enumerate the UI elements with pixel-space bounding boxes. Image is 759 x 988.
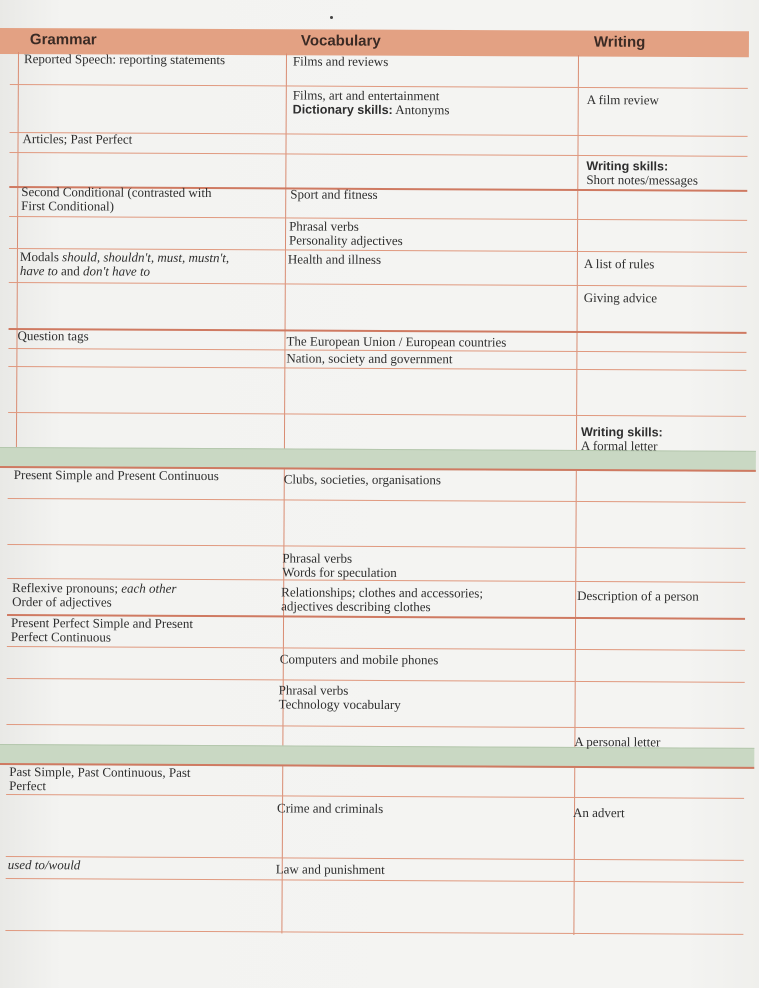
grammar-cell (20, 250, 229, 279)
vocabulary-line: Phrasal verbs (282, 550, 353, 566)
vocabulary-line: Personality adjectives (288, 232, 403, 249)
writing-cell: Description of a person (577, 587, 699, 604)
table-row-divider (9, 282, 747, 287)
writing-cell: A list of rules (583, 256, 655, 272)
table-row-divider (8, 412, 746, 417)
grammar-text: and (57, 263, 84, 279)
table-row-divider (6, 724, 744, 729)
grammar-cell: Articles; Past Perfect (22, 131, 133, 147)
grammar-cell (8, 858, 81, 872)
vocabulary-cell (281, 585, 483, 614)
table-row-divider (5, 930, 743, 935)
vocabulary-cell: Clubs, societies, organisations (283, 471, 442, 488)
column-rule-left (16, 52, 19, 447)
writing-cell: A film review (586, 92, 660, 108)
grammar-text: Modals (19, 249, 63, 265)
vocabulary-cell: The European Union / European countries (286, 333, 507, 350)
grammar-line (20, 264, 229, 279)
table-row-divider (7, 646, 745, 651)
vocabulary-cell (289, 219, 403, 248)
vocabulary-line: adjectives describing clothes (281, 598, 431, 615)
writing-cell (586, 159, 698, 188)
grammar-line: Perfect (9, 778, 47, 794)
vocabulary-line: Films, art and entertainment (292, 87, 440, 104)
grammar-column-header: Grammar (29, 31, 97, 49)
vocabulary-column-header: Vocabulary (300, 32, 381, 50)
grammar-cell: Present Simple and Present Continuous (13, 467, 219, 484)
vocabulary-cell: Computers and mobile phones (279, 651, 439, 668)
syllabus-table (5, 52, 748, 936)
writing-cell: An advert (572, 804, 625, 821)
grammar-italic: don't have to (83, 263, 151, 279)
writing-skills-label: Writing skills: (586, 159, 669, 174)
vocabulary-line: Phrasal verbs (278, 682, 349, 698)
vocabulary-cell (279, 683, 401, 712)
table-row-divider (7, 678, 745, 683)
vocabulary-cell (282, 551, 397, 580)
grammar-cell (12, 581, 176, 610)
grammar-line: Past Simple, Past Continuous, Past (9, 764, 191, 780)
grammar-line: Second Conditional (contrasted with (21, 184, 212, 201)
writing-cell: A personal letter (574, 733, 661, 750)
column-rule-right (573, 55, 579, 935)
grammar-text: Reflexive pronouns; (12, 580, 122, 596)
writing-column-header: Writing (593, 33, 646, 51)
vocabulary-line: Relationships; clothes and accessories; (281, 584, 484, 601)
grammar-cell (11, 616, 193, 645)
vocabulary-cell: Health and illness (287, 251, 382, 267)
table-row-divider (7, 544, 745, 549)
grammar-cell (9, 765, 190, 794)
writing-text: A formal letter (580, 437, 658, 454)
table-row-divider (6, 856, 744, 861)
writing-cell: Giving advice (583, 290, 658, 306)
print-mark (330, 16, 333, 19)
table-row-divider (6, 794, 744, 799)
table-row-divider (6, 878, 744, 883)
vocabulary-line: Words for speculation (282, 564, 397, 581)
dictionary-skills-label: Dictionary skills: (292, 102, 393, 118)
grammar-line: Perfect Continuous (10, 629, 111, 645)
writing-skills-label: Writing skills: (580, 424, 663, 440)
vocabulary-text: Antonyms (395, 102, 450, 118)
grammar-italic: have to (19, 263, 58, 279)
vocabulary-cell: Films and reviews (292, 53, 389, 69)
grammar-italic: should, shouldn't, must, mustn't, (62, 249, 230, 266)
vocabulary-cell: Nation, society and government (286, 350, 453, 367)
grammar-line: Present Perfect Simple and Present (10, 615, 194, 631)
writing-cell (581, 425, 663, 453)
vocabulary-cell: Law and punishment (275, 861, 385, 877)
table-row-divider (8, 366, 746, 371)
table-row-divider (9, 152, 747, 157)
vocabulary-line: Technology vocabulary (278, 696, 401, 713)
grammar-italic: used to/would (7, 856, 81, 873)
vocabulary-line: Phrasal verbs (289, 218, 359, 234)
vocabulary-cell: Sport and fitness (290, 186, 378, 202)
grammar-line: Order of adjectives (12, 594, 112, 610)
grammar-cell (21, 185, 211, 214)
writing-text: Short notes/messages (586, 172, 698, 188)
grammar-cell: Question tags (17, 328, 89, 344)
vocabulary-cell (293, 88, 450, 117)
vocabulary-cell: Crime and criminals (277, 800, 384, 816)
grammar-line: First Conditional) (21, 198, 115, 214)
table-row-divider (8, 498, 746, 503)
vocabulary-line (293, 102, 450, 117)
grammar-cell: Reported Speech: reporting statements (23, 51, 226, 68)
grammar-italic: each other (121, 580, 177, 596)
